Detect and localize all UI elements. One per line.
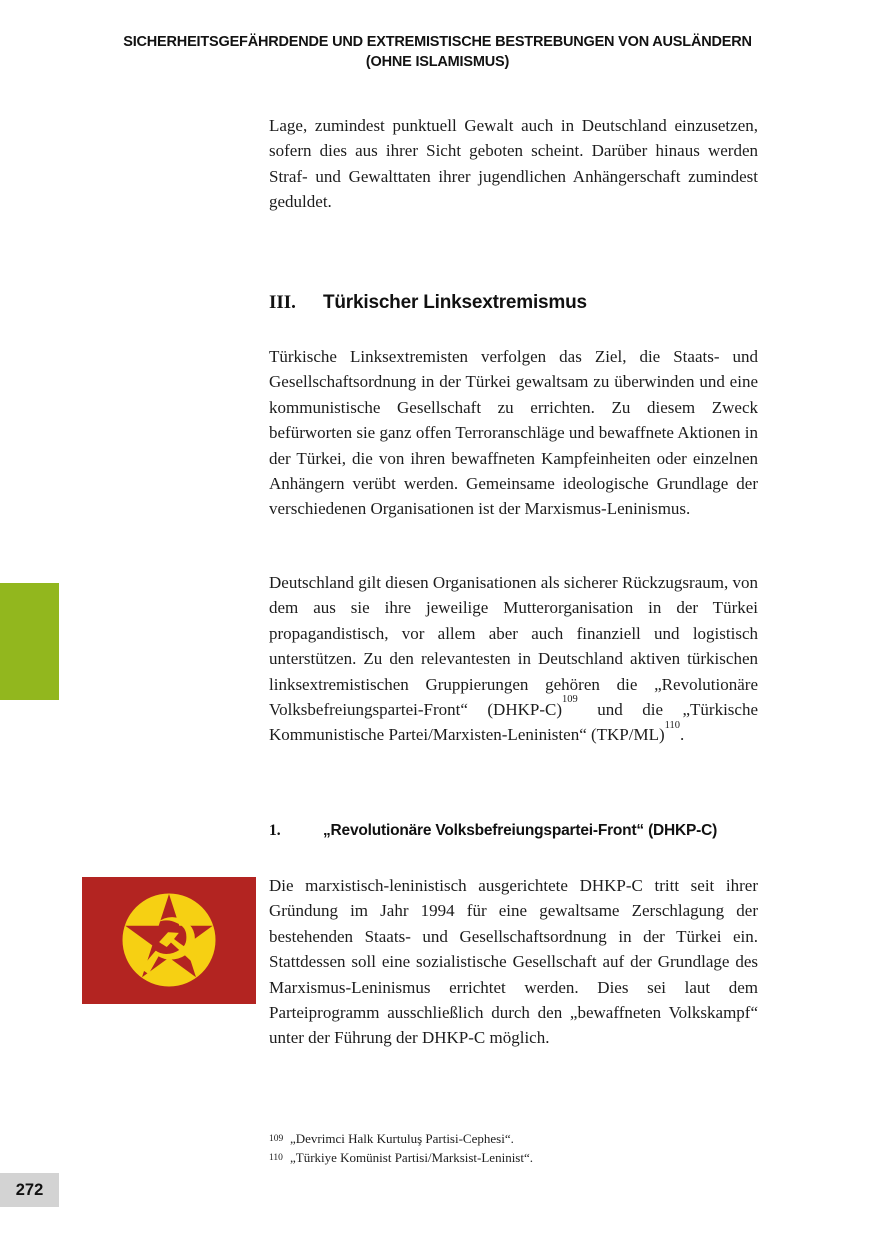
section-paragraph-2 <box>269 570 758 748</box>
running-header-line2: (OHNE ISLAMISMUS) <box>365 54 510 70</box>
green-section-marker <box>0 583 59 700</box>
subsection-heading <box>269 820 758 841</box>
running-header <box>0 32 875 72</box>
footnote-109-number: 109 <box>269 1134 284 1144</box>
section-paragraph-2-text-b: und die „Türkische Kommunistische Partei/Marxisten-Leninisten“ (TKP/ML) <box>269 700 758 745</box>
footnote-110-text: „Türkiye Komünist Partisi/Marksist-Leninist“. <box>290 1149 533 1165</box>
footnote-ref-110: 110 <box>664 719 681 731</box>
dhkpc-flag-svg <box>82 877 256 1004</box>
section-paragraph-1-text: Türkische Linksextremisten verfolgen das Ziel, die Staats- und Gesellschaftsordnung in der Türkei gewaltsam zu überwinden und eine kommunistische Gesellschaft zu errichten. Zu diesem Zweck befürworten sie ganz offen Terroranschläge und bewaffnete Aktionen in der Türkei, die von ihren bewaffneten Kampfeinheiten oder einzelnen Anhängern verübt werden. Gemeinsame ideologische Grundlage der verschiedenen Organisationen ist der Marxismus-Leninismus. <box>269 347 758 519</box>
footnote-ref-109: 109 <box>562 694 578 706</box>
page-number-band <box>0 1173 59 1207</box>
running-header-line1: SICHERHEITSGEFÄHRDENDE UND EXTREMISTISCHE BESTREBUNGEN VON AUSLÄNDERN <box>123 34 752 50</box>
intro-paragraph-text: Lage, zumindest punktuell Gewalt auch in Deutschland einzusetzen, sofern dies aus ihrer Sicht geboten scheint. Darüber hinaus werden Straf- und Gewalttaten ihrer jugendlichen Anhängerschaft zumindest geduldet. <box>269 116 758 212</box>
footnote-109 <box>269 1130 758 1149</box>
subsection-title: „Revolutionäre Volksbefreiungspartei-Front“ (DHKP-C) <box>323 822 718 839</box>
dhkpc-flag-image <box>82 877 256 1004</box>
section-paragraph-2-text-c: . <box>680 725 685 745</box>
hammer-and-sickle-icon: ☭ <box>134 903 204 993</box>
section-number: III. <box>269 292 296 313</box>
page-number: 272 <box>15 1180 44 1199</box>
subsection-number: 1. <box>269 822 281 839</box>
section-paragraph-2-text-a: Deutschland gilt diesen Organisationen als sicherer Rückzugsraum, von dem aus sie ihre jeweilige Mutterorganisation in der Türkei propagandistisch, vor allem aber auch finanziell und logistisch unterstützen. Zu den relevantesten in Deutschland aktiven türkischen linksextremistischen Gruppierungen gehören die „Revolutionäre Volksbefreiungspartei-Front“ (DHKP-C) <box>269 573 758 720</box>
footnote-109-text: „Devrimci Halk Kurtuluş Partisi-Cephesi“. <box>290 1131 514 1146</box>
footnote-110 <box>269 1149 758 1168</box>
subsection-paragraph-text: Die marxistisch-leninistisch ausgerichtete DHKP-C tritt seit ihrer Gründung im Jahr 1994 für eine gewaltsame Zerschlagung der bestehenden Staats- und Gesellschaftsordnung in der Türkei ein. Stattdessen soll eine sozialistische Gesellschaft auf der Grundlage des Marxismus-Leninismus errichtet werden. Dies sei laut dem Parteiprogramm ausschließlich durch den „bewaffneten Volkskampf“ unter der Führung der DHKP-C möglich. <box>269 876 758 1048</box>
subsection-paragraph <box>269 873 758 1051</box>
section-title: Türkischer Linksextremismus <box>323 292 587 313</box>
footnotes <box>269 1130 758 1167</box>
section-heading <box>269 291 758 315</box>
intro-paragraph <box>269 113 758 215</box>
footnote-110-number: 110 <box>269 1152 283 1163</box>
section-paragraph-1 <box>269 344 758 522</box>
